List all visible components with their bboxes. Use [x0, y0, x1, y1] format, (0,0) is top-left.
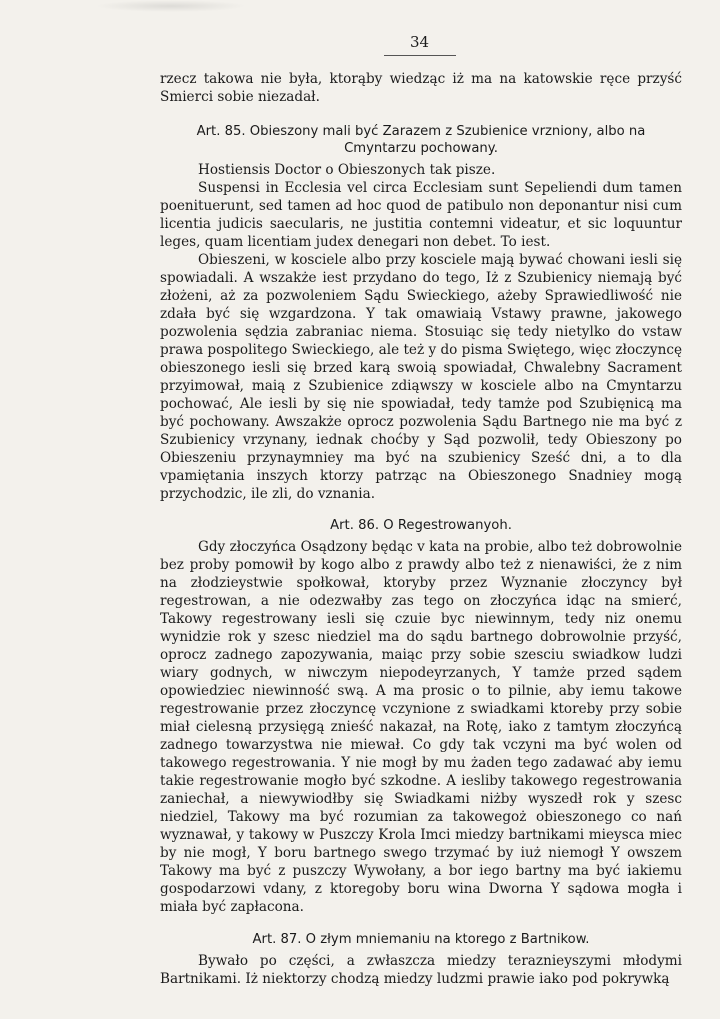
article-87-title: Art. 87. O złym mniemaniu na ktorego z Bartnikow. — [252, 932, 590, 947]
paragraph-hostiensis: Hostiensis Doctor o Obieszonych tak pisze. — [198, 162, 496, 178]
article-86-title: Art. 86. O Regestrowanyoh. — [330, 518, 512, 533]
paragraph-bywalo: Bywało po części, a zwłaszcza miedzy teraznieyszymi młodymi Bartnikami. Iż niektorzy chodzą miedzy ludzmi prawie iako pod pokrywką — [160, 953, 682, 987]
page-body — [160, 70, 682, 988]
paragraph-latin-quote: Suspensi in Ecclesia vel circa Ecclesiam sunt Sepeliendi dum tamen poenituerunt, sed tamen ad hoc quod de patibulo non deponantur nisi cum licentia judicis saecularis, ne justitia contemni videatur, et sic loquuntur leges, quam licentiam judex denegari non debet. To iest. — [160, 180, 682, 250]
paragraph-regestrowanych: Gdy złoczyńca Osądzony będąc v kata na probie, albo też dobrowolnie bez proby pomowił by kogo albo z prawdy albo też z nienawiści, że z nim na złodzieystwie społkował, ktoryby przez Wyznanie złoczyncy był regestrowan, a nie odezwałby zas tego on złoczyńca idąc na smierć, Takowy regestrowany iesli się czuie byc niewinnym, tedy niz onemu wynidzie rok y szesc niedziel ma do sądu bartnego dobrowolnie przyść, oprocz zadnego zapozywania, maiąc przy sobie szesciu swiadkow ludzi wiary godnych, w niwczym niepodeyrzanych, Y tamże przed sądem opowiedziec niewinność swą. A ma prosic o to pilnie, aby iemu takowe regestrowanie przez złoczyncę vczynione z swiadkami ktoreby przy sobie miał cielesną przysięgą znieść nakazał, na Rotę, iako z tamtym złoczyńcą zadnego towarzystwa nie miewał. Co gdy tak vczyni ma być wolen od takowego regestrowania. Y nie mogł by mu żaden tego zadawać aby iemu takie regestrowanie mogło być szkodne. A iesliby takowego regestrowania zaniechał, a niewywiodłby się Swiadkami niżby wyszedł rok y szesc niedziel, Takowy ma być rozumian za takowegoż obieszonego co nań wyznawał, y takowy w Puszczy Krola Imci miedzy bartnikami mieysca miec by nie mogł, Y boru bartnego swego trzymać by iuż niemogł Y owszem Takowy ma być z puszczy Wywołany, a bor iego bartny ma być iakiemu gospodarzowi vdany, z ktoregoby boru wina Dworna Y sądowa mogła i miała być zapłacona. — [160, 539, 682, 915]
scan-smudge — [96, 0, 246, 12]
page-number: 34 — [409, 33, 430, 51]
article-85-title: Art. 85. Obieszony mali być Zarazem z Szubienice vrzniony, albo na Cmyntarzu pochowany. — [196, 124, 646, 156]
paragraph-obieszeni: Obieszeni, w kosciele albo przy kosciele mają bywać chowani iesli się spowiadali. A wszakże iest przydano do tego, Iż z Szubienicy niemają być złożeni, aż za pozwoleniem Sądu Swieckiego, ażeby Sprawiedliwość nie zdała być się wzgardzona. Y tak omawiaią Vstawy prawne, jakowego pozwolenia sędzia zabraniac niema. Stosuiąc się tedy nietylko do vstaw prawa pospolitego Swieckiego, ale też y do pisma Swiętego, więc złoczyncę obieszonego iesli się brzed karą swoią spowiadał, Chwalebny Sacrament przyimował, maią z Szubienice zdiąwszy w kosciele albo na Cmyntarzu pochować, Ale iesli by się nie spowiadał, tedy tamże pod Szubięnicą ma być pochowany. Awszakże oprocz pozwolenia Sądu Bartnego nie ma być z Szubienicy vrzynany, iednak choćby y Sąd pozwolił, tedy Obieszony po Obieszeniu przynaymniey ma być na szubienicy Sześć dni, a to dla vpamiętania inszych ktorzy patrząc na Obieszonego Snadniey mogą przychodzic, ile zli, do vznania. — [160, 252, 682, 502]
paragraph-continuation: rzecz takowa nie była, ktorąby wiedząc iż ma na katowskie ręce przyść Smierci sobie niezadał. — [160, 71, 682, 105]
page-number-rule — [384, 55, 456, 56]
